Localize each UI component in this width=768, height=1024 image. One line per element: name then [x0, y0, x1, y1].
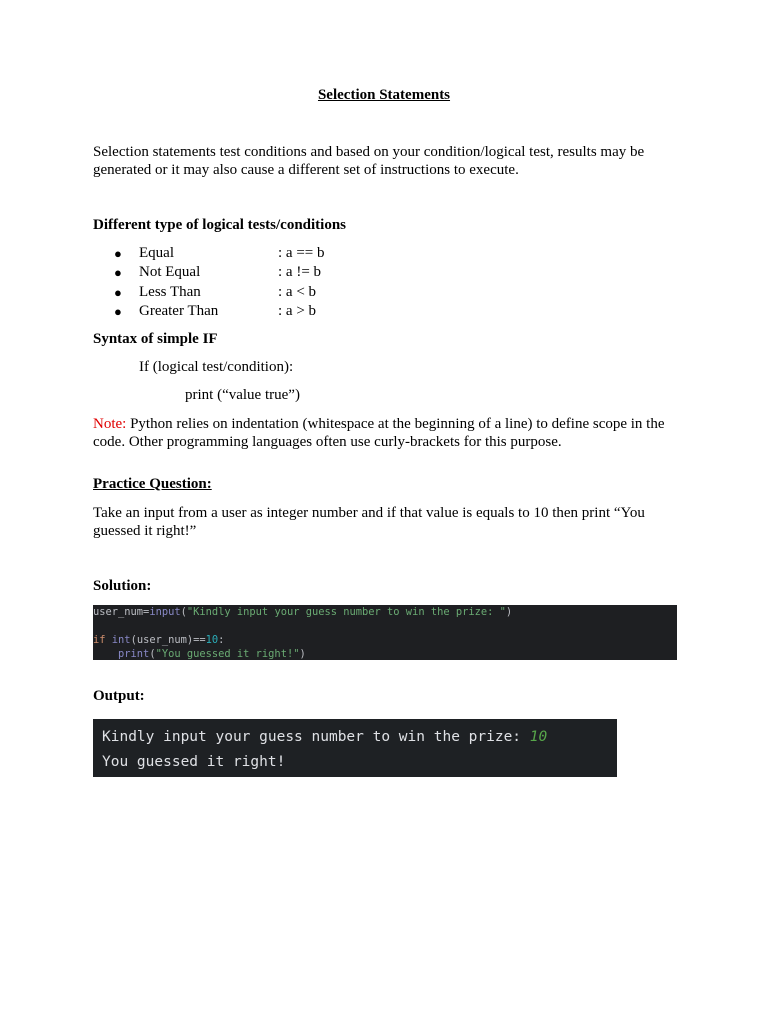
output-heading: Output: [93, 688, 145, 704]
logical-tests-list [93, 244, 493, 321]
code-line [93, 605, 677, 619]
code-token: 10 [205, 634, 219, 646]
test-name: Equal [139, 245, 174, 261]
bullet-icon: ● [114, 303, 122, 319]
code-line [93, 633, 677, 647]
code-token: int [111, 634, 131, 646]
syntax-line-2: print (“value true”) [185, 387, 300, 403]
list-item [93, 263, 493, 282]
bullet-icon: ● [114, 246, 122, 261]
code-token: if [93, 634, 106, 646]
page-title: Selection Statements [317, 87, 451, 103]
code-line [93, 647, 677, 661]
practice-text: Take an input from a user as integer number and if that value is equals to 10 then print “You guessed it right!” [93, 505, 645, 539]
output-console [93, 719, 617, 777]
test-operator: : a > b [278, 302, 317, 319]
practice-heading: Practice Question: [93, 476, 212, 492]
test-operator: : a < b [278, 283, 317, 300]
bullet-icon: ● [114, 284, 122, 300]
code-token: ) [299, 648, 306, 660]
code-token: (user_num)== [130, 634, 206, 646]
output-line: You guessed it right! [102, 754, 286, 770]
syntax-heading: Syntax of simple IF [93, 331, 218, 347]
test-name: Not Equal [139, 264, 201, 281]
code-token: input [149, 606, 181, 618]
code-token: ( [180, 606, 187, 618]
intro-paragraph: Selection statements test conditions and based on your condition/logical test, results may be generated or it may also cause a different set of instructions to execute. [93, 144, 645, 178]
code-token: : [218, 634, 225, 646]
code-line-blank [93, 619, 677, 633]
bullet-icon: ● [114, 265, 122, 281]
list-item [93, 244, 493, 263]
note-label: Note: [93, 416, 127, 432]
test-operator: : a != b [278, 264, 322, 281]
test-name: Less Than [139, 283, 201, 300]
code-token: user_num= [93, 606, 150, 618]
output-prompt: Kindly input your guess number to win the prize: [102, 729, 530, 745]
output-user-input: 10 [529, 729, 548, 745]
code-token: ) [505, 606, 513, 618]
code-token: print [118, 648, 150, 660]
solution-heading: Solution: [93, 578, 152, 594]
code-indent [93, 648, 118, 660]
code-token: ( [149, 648, 156, 660]
note-text: Python relies on indentation (whitespace at the beginning of a line) to define scope in the code. Other programming languages often use curly-brackets for this purpose. [93, 416, 665, 450]
code-token: "Kindly input your guess number to win the prize: " [186, 606, 506, 618]
output-line [102, 725, 617, 750]
syntax-line-1: If (logical test/condition): [139, 359, 294, 375]
test-operator: : a == b [278, 245, 325, 261]
list-item [93, 283, 493, 302]
test-name: Greater Than [139, 302, 219, 319]
code-token: "You guessed it right!" [155, 648, 300, 660]
note-paragraph [93, 415, 673, 451]
list-item [93, 302, 493, 321]
logical-tests-heading: Different type of logical tests/conditions [93, 217, 347, 233]
code-block [93, 605, 677, 660]
